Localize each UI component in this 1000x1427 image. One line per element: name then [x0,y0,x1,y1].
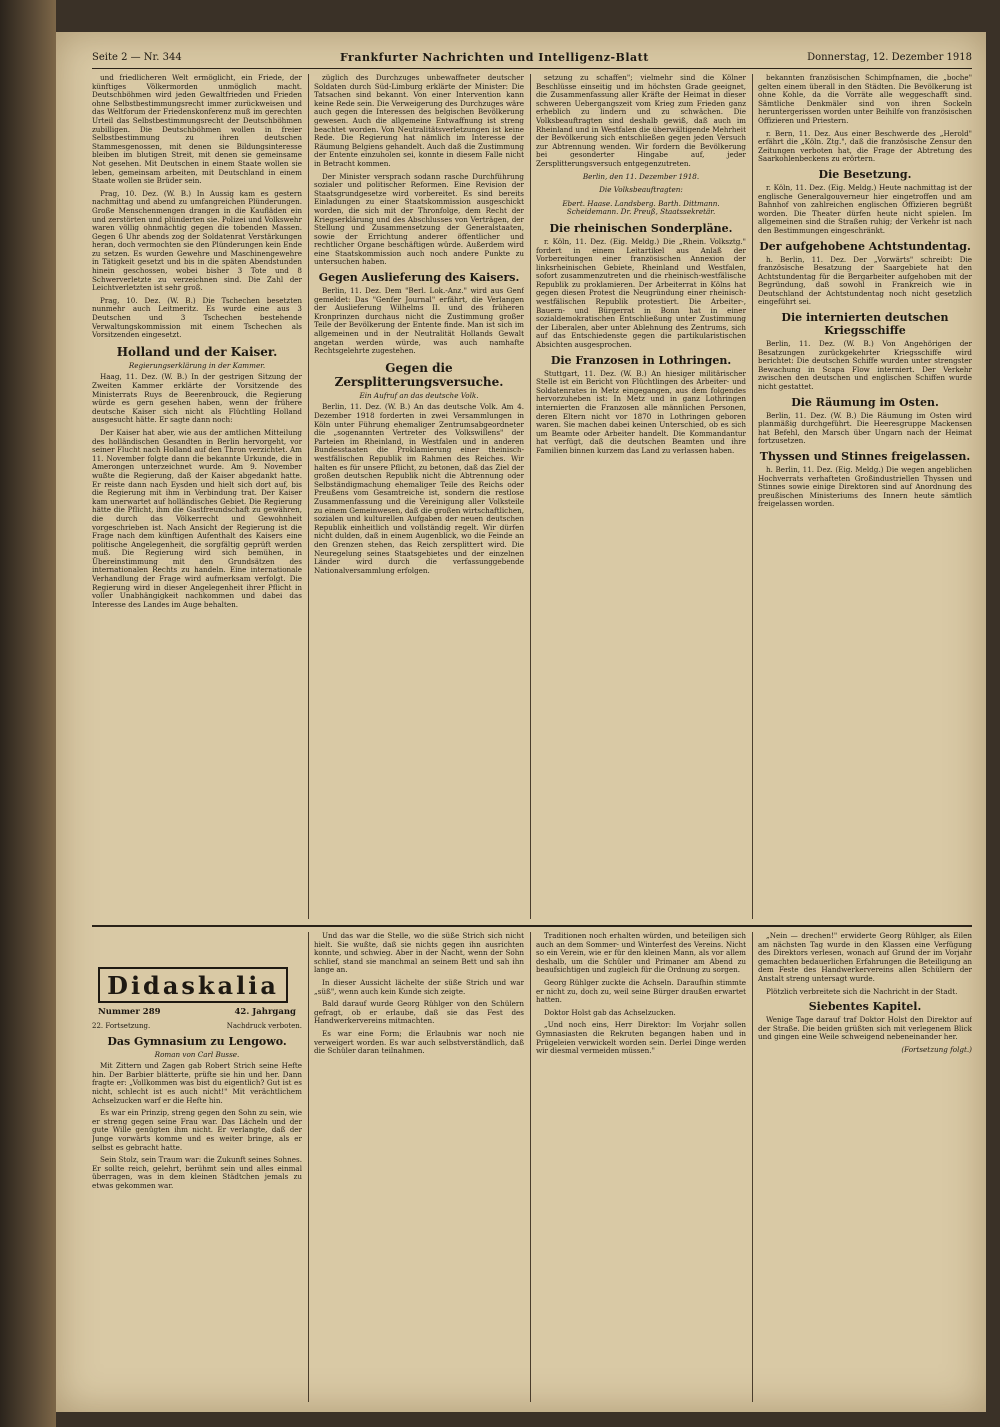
article-text: Berlin, 11. Dez. Dem "Berl. Lok.-Anz." wird aus Genf gemeldet: Das "Genfer Journal" erfährt, die Verlangen der Auslieferung Wilhelms II. und des früheren Kronprinzen durchaus nicht die Zustimmung großer Teile der Bevölkerung der Entente finde. Man ist sich im allgemeinen und in der Neutralität Hollands Gewalt angetan werden würde, was auch namhafte Rechtsgelehrte zugestehen. [314,286,524,356]
novel-text: „Nein — drechen!" erwiderte Georg Rühlger, als Eilen am nächsten Tag wurde in den Klassen eine Verfügung des Direktors verlesen, wonach auf Grund der im Vorjahr gemachten bedauerlichen Erfahrungen die Beteiligung an dem Feste des Handwerkervereins allen Schülern der Anstalt streng untersagt wurde. [758,932,972,983]
column-rule [530,932,531,1402]
novel-text: „Und noch eins, Herr Direktor: Im Vorjahr sollen Gymnasiasten die Rekruten begangen haben und in Prügeleien verwickelt worden sein. Derlei Dinge werden wir diesmal vermeiden müssen." [536,1020,746,1056]
novel-text: Wenige Tage darauf traf Doktor Holst den Direktor auf der Straße. Die beiden grüßten sich mit verlegenem Blick und gingen eine Weile schweigend nebeneinander her. [758,1015,972,1042]
feuilleton-title: Didaskalia [98,967,288,1003]
novel-text: Doktor Holst gab das Achselzucken. [544,1007,676,1017]
article-text: Stuttgart, 11. Dez. (W. B.) An hiesiger militärischer Stelle ist ein Bericht von Flüchtlingen des Arbeiter- und Soldatenrates in Metz eingegangen, aus dem folgendes hervorzuheben ist: In Metz und in ganz Lothringen internierten die Franzosen alle männlichen Personen, deren Eltern nicht vor 1870 in Lothringen geboren waren. Sie machen dabei keinen Unterschied, ob es sich um Beamte oder Arbeiter handelt. Die Kommandantur hat verfügt, daß die deutschen Beamten und ihre Familien binnen kurzem das Land zu verlassen haben. [536,368,746,455]
installment: 22. Fortsetzung. [92,1022,151,1030]
novel-author: Roman von Carl Busse. [154,1049,240,1059]
article-text: Berlin, 11. Dez. (W. B.) Die Räumung im Osten wird planmäßig durchgeführt. Die Heeresgruppe Mackensen hat Befehl, den Marsch über Ungarn nach der Heimat fortzusetzen. [758,410,972,446]
column-rule [308,932,309,1402]
article-text: Prag, 10. Dez. (W. B.) Die Tschechen besetzten nunmehr auch Leitmeritz. Es wurde eine aus 3 Deutschen und 3 Tschechen bestehende Verwaltungskommission mit einem Tschechen als Vorsitzenden eingesetzt. [92,295,302,340]
article-text: und friedlicheren Welt ermöglicht, ein Friede, der künftiges Völkermorden unmöglich macht. Deutschböhmen wird jeden Gewaltfrieden und Frieden ohne Selbstbestimmungsrecht immer zurückweisen und das Weltforum der Friedenskonferenz muß im gerechten Urteil das Selbstbestimmungsrecht der Deutschböhmen zubilligen. Die Deutschböhmen wollen in freier Selbstbestimmung zu ihren deutschen Stammesgenossen, mit denen sie Bildungsinteresse bleiben im blutigen Streit, mit denen sie gemeinsame Not gesehen. Mit Deutschen in einem Staate wollen sie leben, gemeinsam arbeiten, mit Deutschland in einem Staate wollen sie Brüder sein. [92,74,302,186]
headline-lothringen: Die Franzosen in Lothringen. [550,353,732,367]
bottom-column-2 [314,932,524,1402]
newspaper-page [56,32,986,1412]
issue-date: Donnerstag, 12. Dezember 1918 [807,51,972,63]
column-rule [752,932,753,1402]
book-binding [0,0,56,1427]
article-text: Haag, 11. Dez. (W. B.) In der gestrigen Sitzung der Zweiten Kammer erklärte der Vorsitzende des Ministerrats Ruys de Beerenbrouck, die Regierung würde es gern gesehen haben, wenn der frühere deutsche Kaiser sich nicht als Flüchtling Holland ausgesucht hätte. Er sagte dann noch: [92,372,302,425]
novel-text: Und das war die Stelle, wo die süße Strich sich nicht hielt. Sie wußte, daß sie nichts gegen ihn ausrichten konnte, und schwieg. Aber in der Nacht, wenn der Sohn schlief, stand sie manchmal an seinem Bett und sah ihn lange an. [314,932,524,975]
reprint-note: Nachdruck verboten. [226,1022,302,1030]
top-column-4 [758,74,972,914]
column-rule [308,74,309,919]
headline-achtstundentag: Der aufgehobene Achtstundentag. [759,239,971,253]
headline-rhein: Die rheinischen Sonderpläne. [549,221,733,235]
article-text: r. Köln, 11. Dez. (Eig. Meldg.) Die „Rhein. Volksztg." fordert in einem Leitartikel aus Anlaß der Vorbereitungen einer französischen Annexion der linksrheinischen Gebiete, Rheinland und Westfalen, sofort zusammenzutreten und die rheinisch-westfälische Republik zu proklamieren. Der Arbeiterrat in Kölns hat gegen diesen Protest die Neugründung einer rheinisch-westfälischen Republik protestiert. Die Arbeiter-, Bauern- und Bürgerrat in Bonn hat in einer sozialdemokratischen Entschließung unter Zustimmung der Liberalen, aber unter Ablehnung des Zentrums, sich auf das Entschiedenste gegen die partikularistischen Absichten ausgesprochen. [536,236,746,350]
column-rule [530,74,531,919]
article-text: Der Kaiser hat aber, wie aus der amtlichen Mitteilung des holländischen Gesandten in Berlin hervorgeht, vor seiner Flucht nach Holland auf den Thron verzichtet. Am 11. November folgte dann die bekannte Urkunde, die in Amerongen unterzeichnet wurde. Am 9. November wußte die Regierung, daß der Kaiser abgedankt hatte. Er reiste dann nach Eysden und hielt sich dort auf, bis die Regierung mit ihm in Verbindung trat. Der Kaiser kam unerwartet auf holländisches Gebiet. Die Regierung hätte die Pflicht, ihm die Gastfreundschaft zu gewähren, die durch das Völkerrecht und Gewohnheit vorgeschrieben ist. Nach Ansicht der Regierung ist die Frage nach dem künftigen Aufenthalt des Kaisers eine politische Angelegenheit, die sorgfältig geprüft werden muß. Die Regierung wird sich bemühen, in Übereinstimmung mit den Grundsätzen des internationalen Rechts zu handeln. Eine internationale Verhandlung der Frage wird aufmerksam verfolgt. Die Regierung wird in dieser Angelegenheit ihrer Pflicht in voller Unabhängigkeit nachkommen und dabei das Interesse des Landes im Auge behalten. [92,427,302,609]
headline-holland: Holland und der Kaiser. [116,344,278,359]
signature-title: Die Volksbeauftragten: [599,185,683,195]
article-text: Prag, 10. Dez. (W. B.) In Aussig kam es gestern nachmittag und abend zu umfangreichen Plünderungen. Große Menschenmengen drangen in die Kaufläden ein und zerstörten und plünderten sie. Polizei und Volkswehr waren völlig ohnmächtig gegen die tobenden Massen. Gegen 6 Uhr abends zog der Soldatenrat Verstärkungen heran, doch vermochten sie den Plünderungen kein Ende zu setzen. Es wurden Gewehre und Maschinengewehre in Tätigkeit gesetzt und bis in die späten Abendstunden hinein geschossen, wobei bisher 3 Tote und 8 Schwerverletzte zu verzeichnen sind. Die Zahl der Leichtverletzten ist sehr groß. [92,188,302,293]
article-text: setzung zu schaffen"; vielmehr sind die Kölner Beschlüsse einseitig und im höchsten Grade geeignet, die Zusammenfassung aller Kräfte der Heimat in dieser schweren Uebergangszeit vom Krieg zum Frieden ganz erheblich zu lindern und zu schwächen. Die Volksbeauftragten sind deshalb gewiß, daß auch im Rheinland und in Westfalen die überwältigende Mehrheit der Bevölkerung sich entschließen gegen jeden Versuch zur Abtrennung wenden. Wir fordern die Bevölkerung bei gesonderter Hingabe auf, jeder Zersplitterungsversuch entgegenzutreten. [536,74,746,168]
feuilleton-meta [98,1007,296,1017]
article-text: h. Berlin, 11. Dez. Der „Vorwärts" schreibt: Die französische Besatzung der Saargebiete hat den Achtstundentag für die Bergarbeiter aufgehoben mit der Begründung, daß sowohl in Frankreich wie in Deutschland der Achtstundentag noch nicht gesetzlich eingeführt sei. [758,254,972,307]
headline-zersplitterung: Gegen die Zersplitterungsversuche. [334,360,504,389]
article-text: r. Köln, 11. Dez. (Eig. Meldg.) Heute nachmittag ist der englische Generalgouverneur hier eingetroffen und am Bahnhof von zahlreichen englischen Offizieren begrüßt worden. Die Theater dürfen heute nicht spielen. Im allgemeinen sind die Straßen ruhig; der Verkehr ist nach den Bestimmungen eingeschränkt. [758,182,972,235]
novel-meta [92,1022,302,1031]
masthead [92,46,972,69]
issue-number: Nummer 289 [98,1007,161,1017]
article-text: bekannten französischen Schimpfnamen, die „boche" gelten einem überall in den Städten. Die Bevölkerung ist ohne Kohle, da die Vorräte alle weggeschafft sind. Sämtliche Denkmäler sind von ihren Sockeln heruntergerissen worden unter Beihilfe von französischen Offizieren und Priestern. [758,74,972,125]
headline-kriegsschiffe: Die internierten deutschen Kriegsschiffe [781,311,949,338]
headline-besetzung: Die Besetzung. [818,167,912,181]
article-text: Berlin, 11. Dez. (W. B.) Von Angehörigen der Besatzungen zurückgekehrter Kriegsschiffe wird berichtet: Die deutschen Schiffe wurden unter strengster Bewachung in Scapa Flow interniert. Der Verkehr zwischen den deutschen und englischen Schiffen wurde nicht gestattet. [758,339,972,392]
article-text: Berlin, 11. Dez. (W. B.) An das deutsche Volk. Am 4. Dezember 1918 forderten in zwei Versammlungen in Köln unter Führung ehemaliger Zentrumsabgeordneter die „sogenannten Vertreter des Volkswillens" der Parteien im Rheinland, in Westfalen und in anderen Bundesstaaten die Proklamierung einer theinisch-westfälischen Republik im Rahmen des Reiches. Wir halten es für unsere Pflicht, zu betonen, daß das Ziel der großen deutschen Republik nicht die Abtrennung oder Selbständigmachung ehemaliger Teile des Reichs oder Preußens vom Gesamtreiche ist, sondern die restlose Zusammenfassung und die Vereinigung aller Volksteile zu einem Gemeinwesen, daß die großen wirtschaftlichen, sozialen und kulturellen Aufgaben der neuen deutschen Republik einheitlich und vollständig regelt. Wir dürfen nicht dulden, daß in einem Augenblick, wo die Feinde an den Grenzen stehen, das Reich zersplittert wird. Die Neuregelung seines Staatsgebietes und der einzelnen Länder wird durch die verfassunggebende Nationalversammlung erfolgen. [314,402,524,575]
subheadline: Regierungserklärung in der Kammer. [128,360,266,370]
novel-text: In dieser Aussicht lächelte der süße Strich und war „süß", wenn auch kein Kunde sich zeigte. [314,977,524,996]
article-text: r. Bern, 11. Dez. Aus einer Beschwerde des „Herold" erfährt die „Köln. Ztg.", daß die französische Zensur den Zeitungen verboten hat, die Frage der Abtretung des Saarkohlenbeckens zu erörtern. [758,128,972,164]
novel-text: Georg Rühlger zuckte die Achseln. Daraufhin stimmte er nicht zu, doch zu, weil seine Bürger draußen erwartet hatten. [536,977,746,1005]
top-column-1 [92,74,302,914]
newspaper-title: Frankfurter Nachrichten und Intelligenz-Blatt [339,50,649,64]
signature-names: Ebert. Haase. Landsberg. Barth. Dittmann. Scheidemann. Dr. Preuß, Staatssekretär. [562,198,720,217]
novel-title: Das Gymnasium zu Lengowo. [107,1034,287,1048]
page-number: Seite 2 — Nr. 344 [92,51,182,63]
top-column-2 [314,74,524,914]
dateline: Berlin, den 11. Dezember 1918. [582,171,700,181]
article-text: züglich des Durchzuges unbewaffneter deutscher Soldaten durch Süd-Limburg erklärte der Minister: Die Tatsachen sind bekannt. Von einer Intervention kann keine Rede sein. Die Verweigerung des Durchzuges wäre auch gegen die Interessen des belgischen Bevölkerung gewesen. Auch die allgemeine Entwaffnung ist streng beachtet worden. Von Neutralitätsverletzungen ist keine Rede. Die Regierung hat nämlich im Interesse der Räumung Belgiens gehandelt. Auch daß die Zustimmung der Entente einzuholen sei, konnte in diesem Falle nicht in Betracht kommen. [314,74,524,168]
chapter-heading: Siebentes Kapitel. [808,1000,922,1014]
article-text: h. Berlin, 11. Dez. (Eig. Meldg.) Die wegen angeblichen Hochverrats verhafteten Großindustriellen Thyssen und Stinnes sowie einige Direktoren sind auf Anordnung des preußischen Ministeriums des Innern heute sämtlich freigelassen worden. [758,465,972,509]
novel-text: Plötzlich verbreitete sich die Nachricht in der Stadt. [766,986,958,996]
bottom-column-3 [536,932,746,1402]
novel-text: Sein Stolz, sein Traum war: die Zukunft seines Sohnes. Er sollte reich, gelehrt, berühmt sein und alles einmal überragen, was in dem kleinen Städtchen jemals zu etwas gekommen war. [92,1155,302,1190]
column-rule [752,74,753,919]
subheadline: Ein Aufruf an das deutsche Volk. [359,390,479,400]
bottom-column-1 [92,1022,302,1397]
article-text: Der Minister versprach sodann rasche Durchführung sozialer und politischer Reformen. Eine Revision der Staatsgrundgesetze wird vorbereitet. Es sind bereits Einladungen zu einer Staatskommission ausgeschickt worden, die sich mit der Thronfolge, dem Recht der Kriegserklärung und des Abschlusses von Verträgen, der Stellung und Zusammensetzung der Generalstaaten, sowie der Errichtung anderer öffentlicher und rechtlicher Organe beschäftigen würde. Außerdem wird eine Staatskommission auch noch andere Punkte zu untersuchen haben. [314,171,524,267]
novel-text: Bald darauf wurde Georg Rühlger von den Schülern gefragt, ob er erlaube, daß sie das Fest des Handwerkervereins mitmachten. [314,999,524,1026]
bottom-column-4 [758,932,972,1402]
novel-text: Es war ein Prinzip, streng gegen den Sohn zu sein, wie er streng gegen seine Frau war. Das Lächeln und der gute Wille genügten ihm nicht. Er verlangte, daß der Junge vorwärts komme und es weiter bringe, als er selbst es gebracht hatte. [92,1108,302,1152]
top-column-3 [536,74,746,914]
headline-raeumung: Die Räumung im Osten. [791,395,939,409]
continuation-note: (Fortsetzung folgt.) [901,1044,972,1054]
volume-year: 42. Jahrgang [234,1007,296,1017]
novel-text: Es war eine Form; die Erlaubnis war noch nie verweigert worden. Es war auch selbstverständlich, daß die Schüler daran teilnahmen. [314,1028,524,1056]
section-rule [92,925,972,927]
headline-thyssen: Thyssen und Stinnes freigelassen. [759,450,971,463]
headline-auslieferung: Gegen Auslieferung des Kaisers. [318,271,520,285]
novel-text: Mit Zittern und Zagen gab Robert Strich seine Hefte hin. Der Barbier blätterte, prüfte sie hin und her. Dann fragte er: „Vollkommen was bist du eigentlich? Gut ist es nicht, schlecht ist es auch nicht!" Mit verächtlichem Achselzucken warf er die Hefte hin. [92,1061,302,1105]
novel-text: Traditionen noch erhalten würden, und beteiligen sich auch an dem Sommer- und Winterfest des Vereins. Nicht so ein Verein, wie er für den kleinen Mann, als vor allem deshalb, um die Schüler und Primaner am Abend zu beaufsichtigen und zugleich für die Ordnung zu sorgen. [536,932,746,975]
